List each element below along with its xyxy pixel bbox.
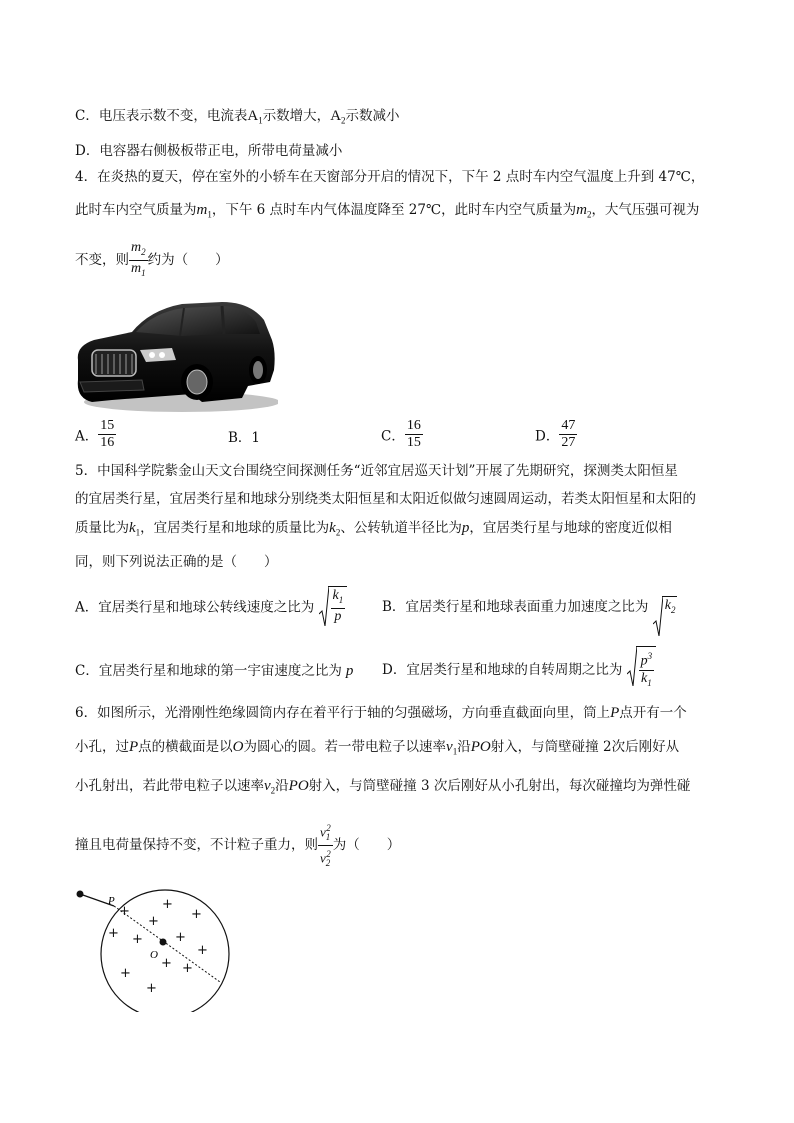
radical-sign — [627, 646, 637, 686]
label-o: O — [150, 949, 158, 961]
field-plus: + — [132, 932, 143, 947]
q6-line-3 — [75, 777, 690, 800]
field-plus: + — [108, 926, 119, 941]
var-k: k — [664, 597, 671, 613]
q6-text: 为（ ） — [332, 836, 401, 853]
subscript: 1 — [338, 594, 344, 605]
var-v: v — [320, 850, 326, 866]
q6-text: 为圆心的圆。若一带电粒子以速率 — [243, 739, 447, 755]
option-text: D．宜居类行星和地球的自转周期之比为 — [382, 662, 623, 679]
q5-option-b — [382, 595, 677, 615]
field-plus: + — [148, 914, 159, 929]
field-plus: + — [197, 943, 208, 958]
q4-option-c — [381, 418, 423, 451]
subscript: 2 — [335, 527, 341, 538]
subscript: 2 — [270, 785, 276, 796]
var-m: m — [196, 202, 208, 218]
var-PO: PO — [288, 778, 309, 794]
q6-text: 沿 — [457, 739, 471, 755]
q5-line-3 — [75, 519, 672, 542]
var-k: k — [329, 520, 336, 536]
sqrt-k1-over-p — [319, 586, 348, 625]
q6-text: 小孔，过 — [75, 739, 129, 755]
q6-text: 点的横截面是以 — [138, 739, 233, 755]
fraction-m2-over-m1 — [129, 240, 148, 281]
q5-line-4: 同，则下列说法正确的是（ ） — [75, 554, 278, 570]
subscript: 1 — [452, 746, 458, 757]
field-plus: + — [161, 956, 172, 971]
subscript: 1 — [647, 677, 652, 688]
denominator: 16 — [100, 435, 115, 450]
q5-option-c — [75, 659, 353, 680]
q6-text: 射入，与筒壁碰撞 3 次后刚好从小孔射出，每次碰撞均为弹性碰 — [308, 778, 691, 794]
field-plus: + — [162, 897, 173, 912]
var-m: m — [576, 202, 587, 218]
q6-text: 6．如图所示，光滑刚性绝缘圆筒内存在着平行于轴的匀强磁场，方向垂直截面向里，筒上 — [75, 705, 611, 721]
q4-line-1: 4．在炎热的夏天，停在室外的小轿车在天窗部分开启的情况下，下午 2 点时车内空气温度上升到 47℃， — [75, 169, 705, 185]
ammeter-symbol: A — [330, 108, 342, 124]
field-plus: + — [191, 907, 202, 922]
subscript: 1 — [258, 115, 263, 126]
var-P: P — [610, 705, 620, 721]
q6-text: 射入，与筒壁碰撞 2次后刚好从 — [490, 739, 680, 755]
car-image — [72, 290, 278, 416]
q5-option-d — [382, 646, 656, 690]
center-point-o — [160, 939, 167, 946]
q3-option-c-text: C．电压表示数不变，电流表 — [75, 108, 248, 124]
subscript: 1 — [207, 209, 212, 220]
sqrt-p3-over-k1 — [627, 646, 657, 690]
numerator: 15 — [100, 418, 115, 433]
subscript: 2 — [341, 115, 346, 126]
denominator: 27 — [561, 435, 576, 450]
var-v: v — [446, 739, 453, 755]
q4-option-a — [75, 418, 116, 451]
subscript: 2 — [586, 209, 592, 220]
var-k: k — [641, 670, 648, 686]
var-P: P — [129, 739, 139, 755]
q6-text: 点开有一个 — [619, 705, 687, 721]
ammeter-symbol: A — [247, 108, 259, 124]
var-k: k — [332, 588, 339, 603]
field-plus: + — [120, 966, 131, 981]
option-d-fraction — [559, 418, 577, 451]
var-O: O — [232, 739, 244, 755]
q4-text: 约为（ ） — [147, 251, 229, 268]
var-p: p — [461, 520, 470, 536]
q6-text: 沿 — [275, 778, 289, 794]
option-label: C． — [381, 428, 405, 445]
label-p: P — [108, 895, 115, 907]
q6-text: 小孔射出，若此带电粒子以速率 — [75, 778, 264, 794]
var-v: v — [320, 824, 326, 840]
q5-text: ，宜居类行星与地球的密度近似相 — [469, 520, 672, 536]
var-p: p — [640, 653, 648, 669]
q4-text: 不变，则 — [75, 251, 129, 268]
q4-line-2 — [75, 201, 699, 224]
q6-line-2 — [75, 738, 679, 761]
fraction-v1sq-over-v2sq — [318, 820, 333, 871]
q3-option-c-text: 示数减小 — [345, 108, 400, 124]
q6-line-4 — [75, 820, 400, 871]
option-label: D． — [535, 428, 560, 445]
var-k: k — [129, 520, 136, 536]
option-c-fraction — [405, 418, 423, 451]
radical-sign — [319, 586, 329, 626]
q4-option-b: B．1 — [228, 430, 261, 446]
option-a-fraction — [98, 418, 116, 451]
q5-line-1: 5．中国科学院紫金山天文台围绕空间探测任务“近邻宜居巡天计划”开展了先期研究，探测类太阳恒星 — [75, 463, 678, 479]
option-text: B．宜居类行星和地球表面重力加速度之比为 — [382, 599, 649, 615]
denominator: 15 — [406, 435, 421, 450]
sqrt-k2 — [653, 596, 678, 615]
q4-text: 此时车内空气质量为 — [75, 202, 197, 218]
option-label: A． — [75, 428, 99, 445]
subscript: 2 — [141, 246, 146, 257]
var-m: m — [131, 240, 142, 255]
radical-sign — [653, 596, 663, 636]
q5-line-2: 的宜居类行星，宜居类行星和地球分别绕类太阳恒星和太阳近似做匀速圆周运动，若类太阳恒星和太阳的 — [75, 491, 696, 507]
var-p: p — [334, 608, 342, 624]
q4-text: ，下午 6 点时车内气体温度降至 27℃，此时车内空气质量为 — [211, 202, 577, 218]
q6-line-1 — [75, 704, 687, 722]
field-plus: + — [175, 930, 186, 945]
numerator: 16 — [406, 418, 421, 433]
option-text: C．宜居类行星和地球的第一宇宙速度之比为 — [75, 663, 342, 679]
var-p: p — [345, 663, 354, 679]
magnetic-field-figure — [70, 882, 240, 1012]
subscript: 1 — [141, 267, 146, 278]
q3-option-d: D．电容器右侧极板带正电，所带电荷量减小 — [75, 143, 343, 159]
q4-text: ，大气压强可视为 — [591, 202, 700, 218]
q4-option-d — [535, 418, 577, 451]
q5-option-a — [75, 586, 347, 625]
superscript: 3 — [647, 651, 653, 661]
option-text: A．宜居类行星和地球公转线速度之比为 — [75, 599, 315, 616]
particle-dot — [77, 891, 84, 898]
subscript: 1 — [325, 831, 331, 842]
numerator: 47 — [561, 418, 576, 433]
var-v: v — [264, 778, 271, 794]
field-plus: + — [119, 904, 130, 919]
q6-text: 撞且电荷量保持不变，不计粒子重力，则 — [75, 836, 318, 853]
q5-text: 质量比为 — [75, 520, 129, 536]
subscript: 2 — [325, 857, 331, 868]
var-PO: PO — [470, 739, 491, 755]
field-plus: + — [182, 961, 193, 976]
subscript: 1 — [135, 527, 141, 538]
q4-line-3 — [75, 240, 229, 281]
var-m: m — [131, 260, 142, 276]
superscript: 2 — [326, 848, 331, 859]
q5-text: ，宜居类行星和地球的质量比为 — [140, 520, 330, 536]
q3-option-c — [75, 107, 400, 130]
q5-text: 、公转轨道半径比为 — [340, 520, 462, 536]
subscript: 2 — [670, 604, 676, 615]
superscript: 2 — [326, 823, 331, 833]
field-plus: + — [146, 981, 157, 996]
q3-option-c-text: 示数增大， — [262, 108, 331, 124]
